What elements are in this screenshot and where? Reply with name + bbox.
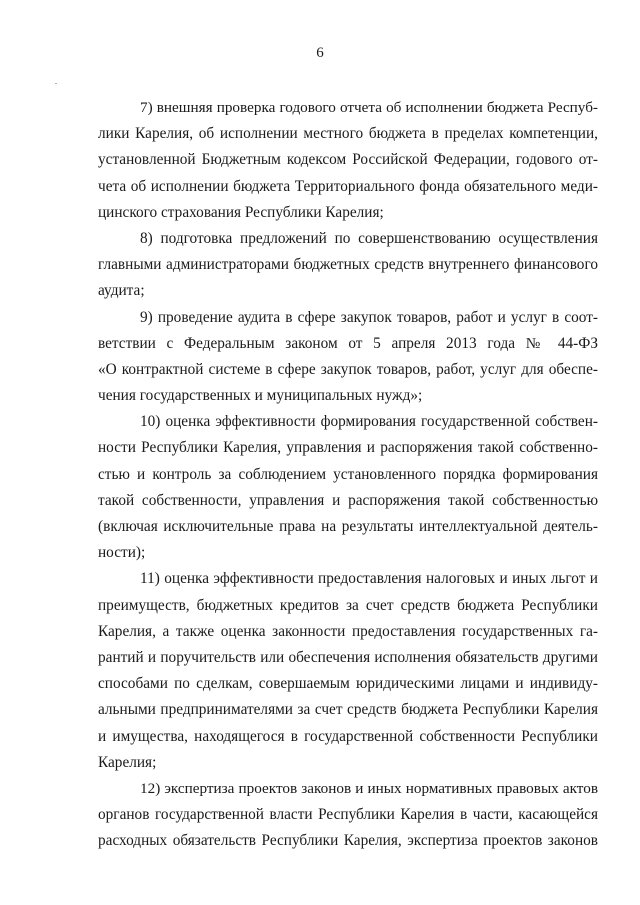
paragraph-line: главными администраторами бюджетных средств внутреннего финансового <box>98 256 598 274</box>
paragraph-line: аудита; <box>98 282 145 300</box>
paragraph-line: рантий и поручительств или обеспечения исполнения обязательств другими <box>98 648 598 666</box>
paragraph-item-9 <box>98 305 598 410</box>
margin-mark <box>55 83 57 84</box>
paragraph-item-8 <box>98 226 598 305</box>
page-number: 6 <box>316 45 324 61</box>
document-body <box>98 95 598 854</box>
paragraph-line: лики Карелия, об исполнении местного бюджета в пределах компетенции, <box>98 125 598 143</box>
paragraph-item-11 <box>98 566 598 776</box>
paragraph-line: ности); <box>98 544 146 562</box>
paragraph-line: установленной Бюджетным кодексом Российской Федерации, годового от- <box>98 151 598 169</box>
paragraph-line: 10) оценка эффективности формирования государственной собствен- <box>140 413 598 431</box>
paragraph-line: альными предпринимателями за счет средств бюджета Республики Карелия <box>98 701 598 719</box>
paragraph-line: чета об исполнении бюджета Территориального фонда обязательного меди- <box>98 177 598 195</box>
paragraph-line: расходных обязательств Республики Карелия, экспертиза проектов законов <box>98 832 598 850</box>
paragraph-line: Карелия, а также оценка законности предоставления государственных га- <box>98 622 598 640</box>
paragraph-line: ветствии с Федеральным законом от 5 апреля 2013 года № 44-ФЗ <box>98 334 598 352</box>
paragraph-line: способами по сделкам, совершаемым юридическими лицами и индивиду- <box>98 675 598 693</box>
paragraph-line: «О контрактной системе в сфере закупок товаров, работ, услуг для обеспе- <box>98 360 598 378</box>
paragraph-item-12 <box>98 776 598 855</box>
paragraph-line: чения государственных и муниципальных нужд»; <box>98 387 423 405</box>
paragraph-item-7 <box>98 95 598 226</box>
paragraph-line: органов государственной власти Республики Карелия в части, касающейся <box>98 806 598 824</box>
paragraph-line: 11) оценка эффективности предоставления налоговых и иных льгот и <box>140 570 598 588</box>
paragraph-line: 9) проведение аудита в сфере закупок товаров, работ и услуг в соот- <box>140 308 598 326</box>
paragraph-line: (включая исключительные права на результаты интеллектуальной деятель- <box>98 518 598 535</box>
paragraph-line: 12) экспертиза проектов законов и иных нормативных правовых актов <box>140 779 598 797</box>
paragraph-line: преимуществ, бюджетных кредитов за счет средств бюджета Республики <box>98 596 598 614</box>
paragraph-line: Карелия; <box>98 753 157 771</box>
paragraph-line: 8) подготовка предложений по совершенствованию осуществления <box>140 229 598 247</box>
paragraph-line: и имущества, находящегося в государственной собственности Республики <box>98 727 598 745</box>
paragraph-line: такой собственности, управления и распоряжения такой собственностью <box>98 491 598 509</box>
paragraph-line: цинского страхования Республики Карелия; <box>98 203 384 221</box>
paragraph-line: стью и контроль за соблюдением установленного порядка формирования <box>98 465 598 483</box>
paragraph-line: ности Республики Карелия, управления и распоряжения такой собственно- <box>98 439 598 457</box>
paragraph-item-10 <box>98 409 598 566</box>
paragraph-line: 7) внешняя проверка годового отчета об исполнении бюджета Респуб- <box>140 99 598 116</box>
